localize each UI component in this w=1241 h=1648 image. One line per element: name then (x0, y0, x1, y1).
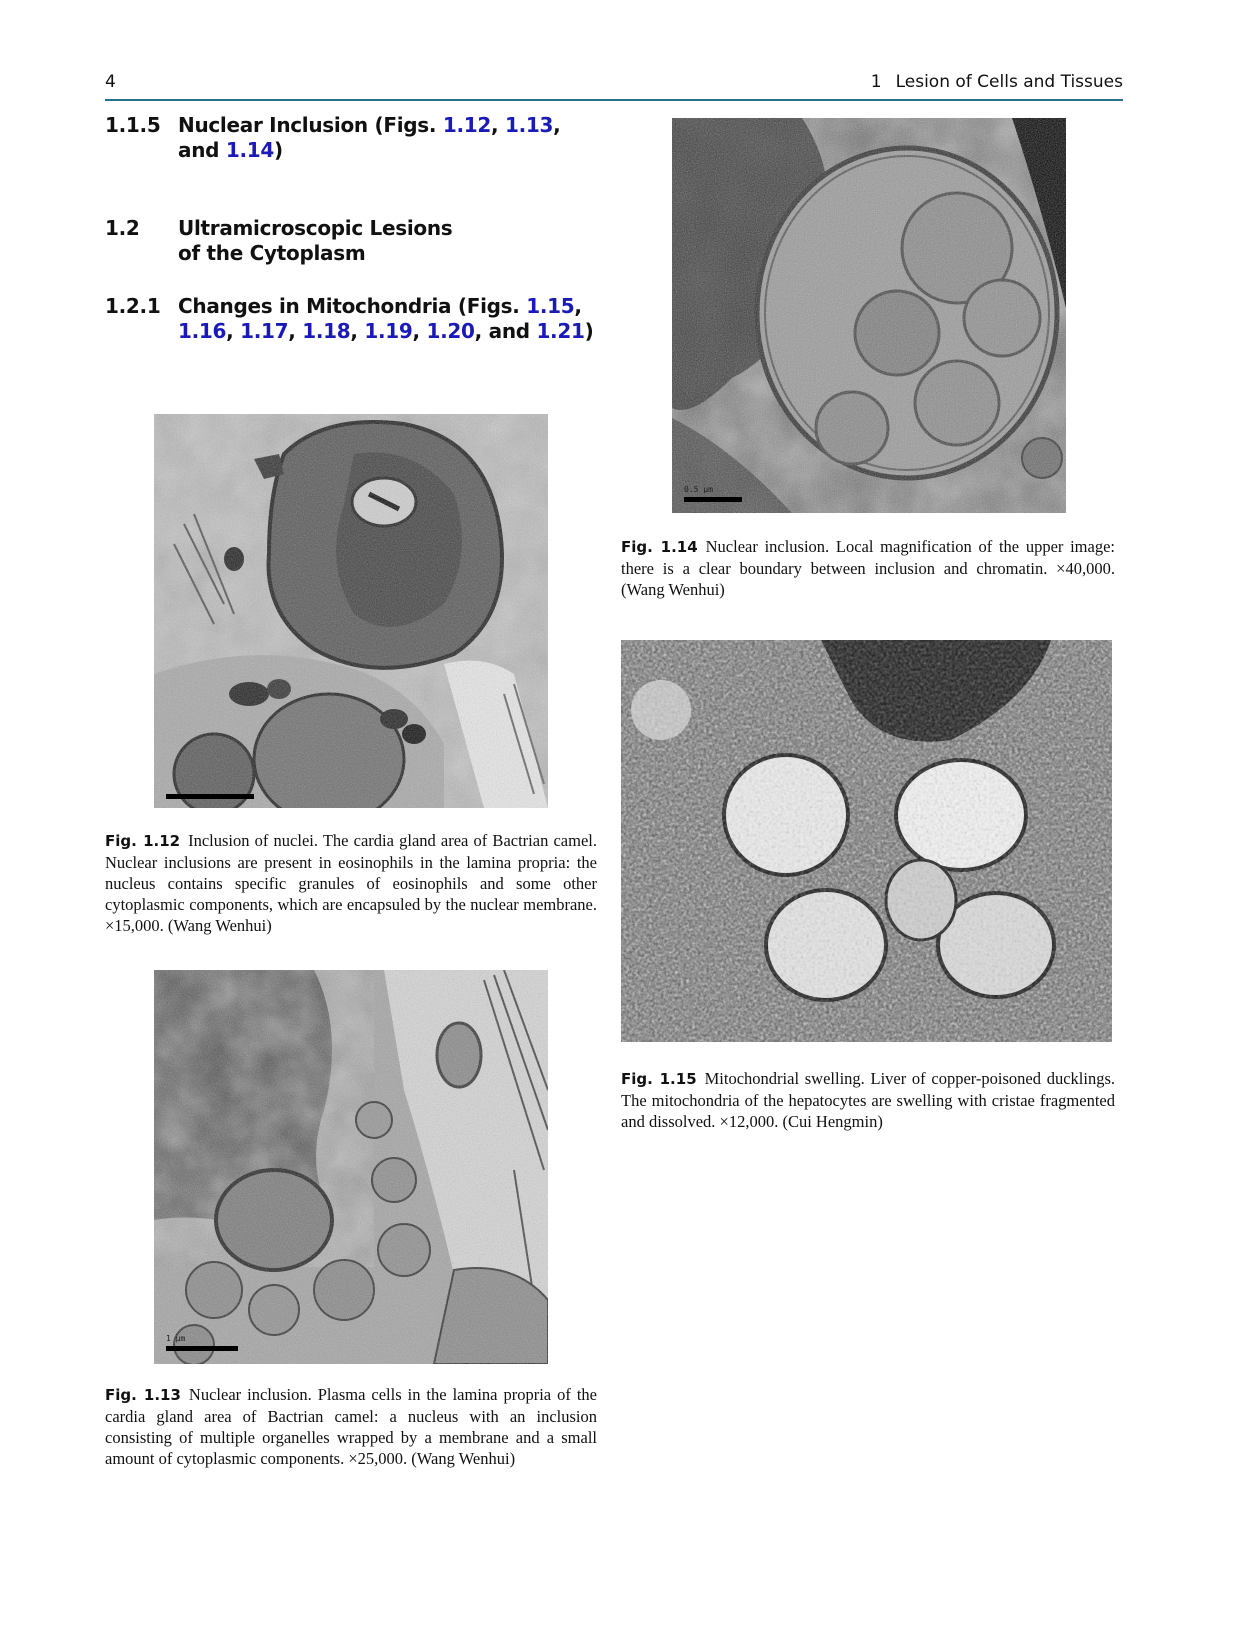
heading-text: ) (584, 319, 594, 343)
figure-1-13-caption (105, 1384, 597, 1469)
fig-link-1-17[interactable]: 1.17 (240, 319, 289, 343)
heading-sep: , (412, 319, 427, 343)
figure-1-14-caption (621, 536, 1115, 600)
heading-1-2 (105, 215, 525, 275)
scale-bar-label: 0.5 μm (684, 485, 713, 494)
header-rule (105, 99, 1123, 101)
scale-bar-label: 1 μm (166, 1334, 186, 1343)
figure-label: Fig. 1.15 (621, 1070, 697, 1088)
figure-label: Fig. 1.12 (105, 832, 181, 850)
heading-sep: , (350, 319, 365, 343)
heading-number: 1.2 (105, 216, 140, 240)
heading-sep: , (553, 113, 561, 137)
fig-link-1-18[interactable]: 1.18 (302, 319, 351, 343)
figure-label: Fig. 1.14 (621, 538, 698, 556)
chapter-number: 1 (870, 72, 882, 92)
heading-sep: , (491, 113, 505, 137)
heading-text: Nuclear Inclusion (Figs. (178, 113, 443, 137)
heading-text: Changes in Mitochondria (Figs. (178, 294, 527, 318)
running-header (871, 72, 1123, 92)
chapter-title: Lesion of Cells and Tissues (895, 72, 1123, 92)
fig-link-1-15[interactable]: 1.15 (526, 294, 575, 318)
fig-link-1-12[interactable]: 1.12 (442, 113, 492, 137)
heading-line-2: of the Cytoplasm (178, 241, 366, 265)
figure-1-15-caption (621, 1068, 1115, 1132)
figure-1-13-image (154, 970, 548, 1364)
page-number: 4 (105, 72, 116, 92)
heading-sep: , (288, 319, 303, 343)
heading-sep: , (574, 294, 582, 318)
heading-line-1: Ultramicroscopic Lesions (178, 216, 453, 240)
figure-label: Fig. 1.13 (105, 1386, 181, 1404)
fig-link-1-19[interactable]: 1.19 (364, 319, 413, 343)
heading-text: and (178, 138, 226, 162)
caption-text: Mitochondrial swelling. Liver of copper-poisoned ducklings. The mitochondria of the hepatocytes are swelling with cristae fragmented and dissolved. ×12,000. (Cui Hengmin) (621, 1069, 1115, 1131)
fig-link-1-13[interactable]: 1.13 (504, 113, 554, 137)
fig-link-1-21[interactable]: 1.21 (536, 319, 585, 343)
heading-1-2-1 (105, 293, 594, 353)
heading-sep: , (226, 319, 241, 343)
heading-number: 1.1.5 (105, 113, 161, 137)
caption-text: Nuclear inclusion. Local magnification of the upper image: there is a clear boundary between inclusion and chromatin. ×40,000. (Wang Wenhui) (621, 537, 1115, 599)
figure-1-15-image (621, 640, 1112, 1042)
figure-1-12-caption (105, 830, 597, 936)
caption-text: Nuclear inclusion. Plasma cells in the lamina propria of the cardia gland area of Bactrian camel: a nucleus with an inclusion consisting of multiple organelles wrapped by a membrane and a small amount of cytoplasmic components. ×25,000. (Wang Wenhui) (105, 1385, 597, 1468)
heading-text: ) (273, 138, 283, 162)
heading-number: 1.2.1 (105, 294, 161, 318)
fig-link-1-20[interactable]: 1.20 (426, 319, 475, 343)
caption-text: Inclusion of nuclei. The cardia gland area of Bactrian camel. Nuclear inclusions are present in eosinophils in the lamina propria: the nucleus contains specific granules of eosinophils and some other cytoplasmic components, which are encapsuled by the nuclear membrane. ×15,000. (Wang Wenhui) (105, 831, 597, 935)
fig-link-1-16[interactable]: 1.16 (178, 319, 227, 343)
heading-sep: , and (474, 319, 537, 343)
figure-1-12-image (154, 414, 548, 808)
heading-1-1-5 (105, 112, 561, 172)
fig-link-1-14[interactable]: 1.14 (225, 138, 274, 162)
figure-1-14-image (672, 118, 1066, 513)
